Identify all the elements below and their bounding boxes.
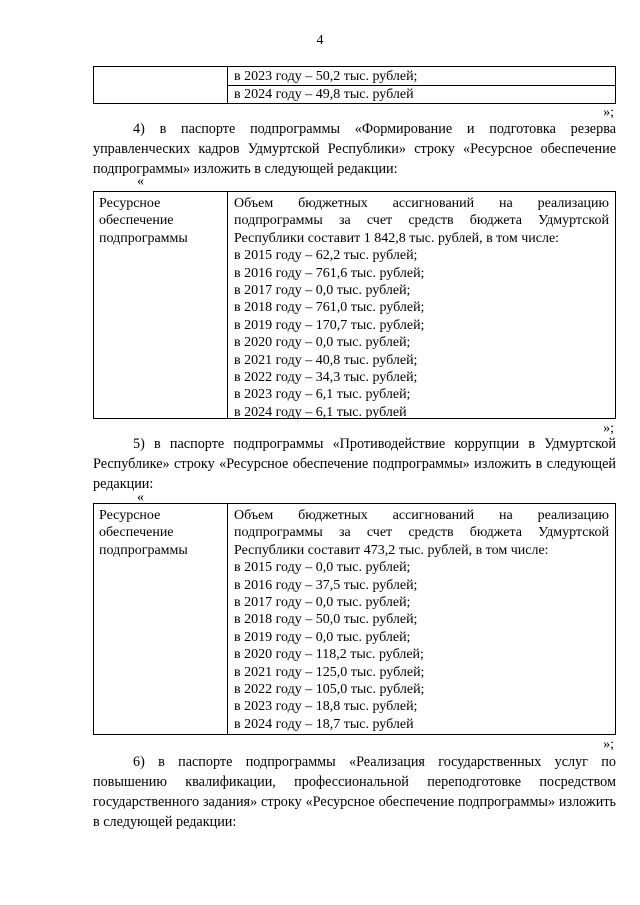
funding-year: в 2017 году – 0,0 тыс. рублей; [234,283,411,298]
funding-year: в 2019 году – 170,7 тыс. рублей; [234,317,425,333]
funding-year: в 2018 году – 761,0 тыс. рублей; [234,300,425,316]
open-quote: « [137,174,144,189]
row-label: Ресурсное обеспечение подпрограммы [99,196,188,246]
funding-years [228,559,615,733]
funding-intro: Объем бюджетных ассигнований на реализацию подпрограммы за счет средств бюджета Удмуртской Республики составит 1 842,8 тыс. рублей, в том числе: [234,196,609,246]
table-left-cell [94,192,228,418]
close-quote: »; [603,421,614,436]
table-line: в 2024 году – 49,8 тыс. рублей [234,87,414,103]
funding-year: в 2018 году – 50,0 тыс. рублей; [234,612,418,628]
funding-year: в 2023 году – 18,8 тыс. рублей; [234,699,418,715]
paragraph-5: 5) в паспорте подпрограммы «Противодействие коррупции в Удмуртской Республике» строку «Ресурсное обеспечение подпрограммы» изложить в следующей редакции: [93,436,616,492]
funding-year: в 2021 году – 125,0 тыс. рублей; [234,664,425,680]
table-resource-reserve [93,191,616,419]
funding-years [228,247,615,421]
table-left-cell [94,67,228,103]
funding-year: в 2024 году – 18,7 тыс. рублей [234,716,414,732]
funding-year: в 2016 году – 761,6 тыс. рублей; [234,265,425,281]
table-left-cell [94,504,228,734]
funding-year: в 2016 году – 37,5 тыс. рублей; [234,577,418,593]
funding-year: в 2015 году – 0,0 тыс. рублей; [234,560,411,576]
table-right-cell [228,504,615,733]
funding-year: в 2024 году – 6,1 тыс. рублей [234,404,407,420]
funding-year: в 2023 году – 6,1 тыс. рублей; [234,387,411,403]
paragraph-6: 6) в паспорте подпрограммы «Реализация государственных услуг по повышению квалификации, профессиональной переподготовке посредством государственного задания» строку «Ресурсное обеспечение подпрограммы» изложить в следующей редакции: [93,754,616,830]
close-quote: »; [603,105,614,120]
funding-intro: Объем бюджетных ассигнований на реализацию подпрограммы за счет средств бюджета Удмуртской Республики составит 473,2 тыс. рублей, в том числе: [234,508,609,558]
funding-year: в 2021 году – 40,8 тыс. рублей; [234,352,418,368]
row-label: Ресурсное обеспечение подпрограммы [99,508,188,558]
table-line: в 2023 году – 50,2 тыс. рублей; [234,69,418,84]
table-right-cell [228,192,615,421]
page-number: 4 [316,33,324,48]
table-continuation [93,66,616,104]
close-quote: »; [603,737,614,752]
funding-year: в 2022 году – 105,0 тыс. рублей; [234,681,425,697]
paragraph-4: 4) в паспорте подпрограммы «Формирование и подготовка резерва управленческих кадров Удмуртской Республики» строку «Ресурсное обеспечение подпрограммы» изложить в следующей редакции: [93,121,616,177]
funding-year: в 2015 году – 62,2 тыс. рублей; [234,248,418,264]
funding-year: в 2022 году – 34,3 тыс. рублей; [234,369,418,385]
table-right-cell [228,67,615,104]
funding-year: в 2020 году – 0,0 тыс. рублей; [234,335,411,351]
open-quote: « [137,490,144,505]
table-resource-anticorruption [93,503,616,735]
funding-year: в 2019 году – 0,0 тыс. рублей; [234,629,411,645]
funding-year: в 2020 году – 118,2 тыс. рублей; [234,647,424,663]
funding-year: в 2017 году – 0,0 тыс. рублей; [234,595,411,610]
